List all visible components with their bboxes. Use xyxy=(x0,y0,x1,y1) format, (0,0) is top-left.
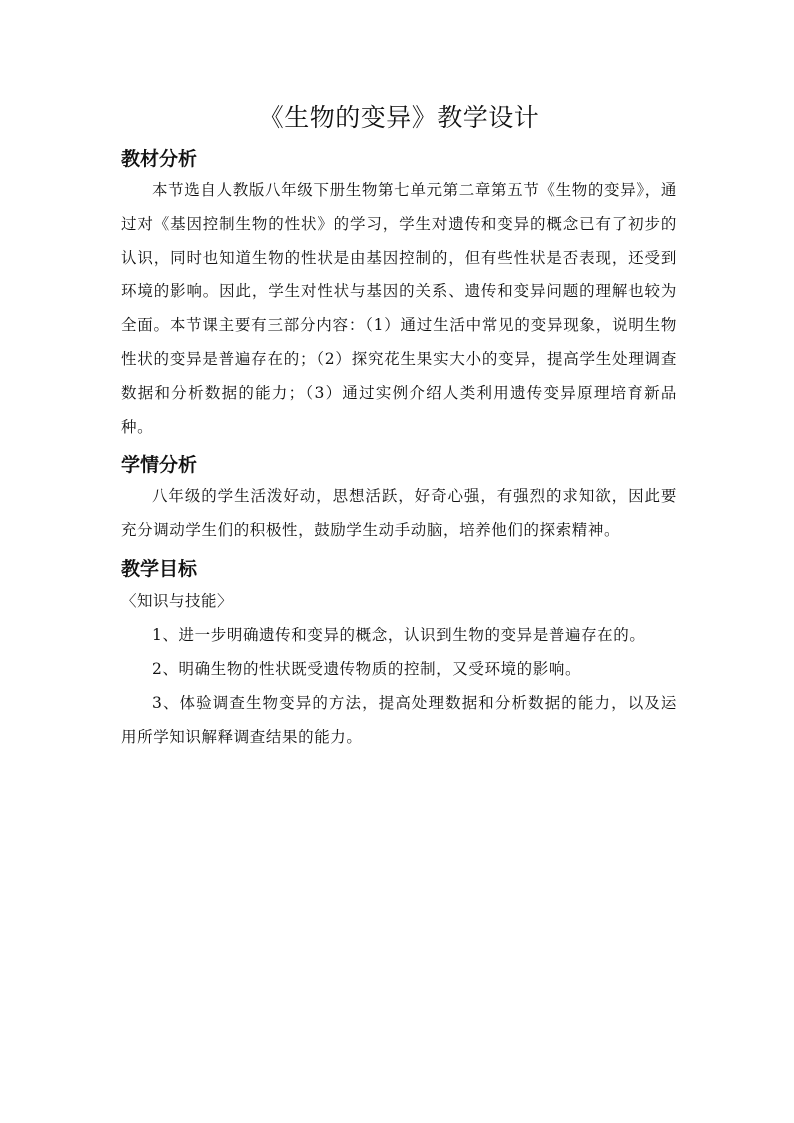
document-title: 《生物的变异》教学设计 xyxy=(258,103,540,132)
section-heading-teaching-goals: 教学目标 xyxy=(121,557,198,580)
document-body xyxy=(121,98,677,754)
subheading-knowledge-skills: 〈知识与技能〉 xyxy=(121,591,234,610)
section-heading-textbook-analysis: 教材分析 xyxy=(121,148,198,170)
goal-item-1: 1、进一步明确遗传和变异的概念，认识到生物的变异是普遍存在的。 xyxy=(152,625,646,644)
section-paragraph-student-analysis: 八年级的学生活泼好动，思想活跃，好奇心强，有强烈的求知欲，因此要充分调动学生们的积极性，鼓励学生动手动脑，培养他们的探索精神。 xyxy=(121,487,677,540)
section-paragraph-textbook-analysis: 本节选自人教版八年级下册生物第七单元第二章第五节《生物的变异》，通过对《基因控制生物的性状》的学习，学生对遗传和变异的概念已有了初步的认识，同时也知道生物的性状是由基因控制的，但有些性状是否表现，还受到环境的影响。因此，学生对性状与基因的关系、遗传和变异问题的理解也较为全面。本节课主要有三部分内容：（1）通过生活中常见的变异现象，说明生物性状的变异是普遍存在的；（2）探究花生果实大小的变异，提高学生处理调查数据和分析数据的能力；（3）通过实例介绍人类利用遗传变异原理培育新品种。 xyxy=(121,181,677,436)
goal-item-2: 2、明确生物的性状既受遗传物质的控制，又受环境的影响。 xyxy=(152,659,582,678)
section-heading-student-analysis: 学情分析 xyxy=(121,454,198,477)
goal-item-3: 3、体验调查生物变异的方法，提高处理数据和分析数据的能力，以及运用所学知识解释调查结果的能力。 xyxy=(121,693,677,746)
